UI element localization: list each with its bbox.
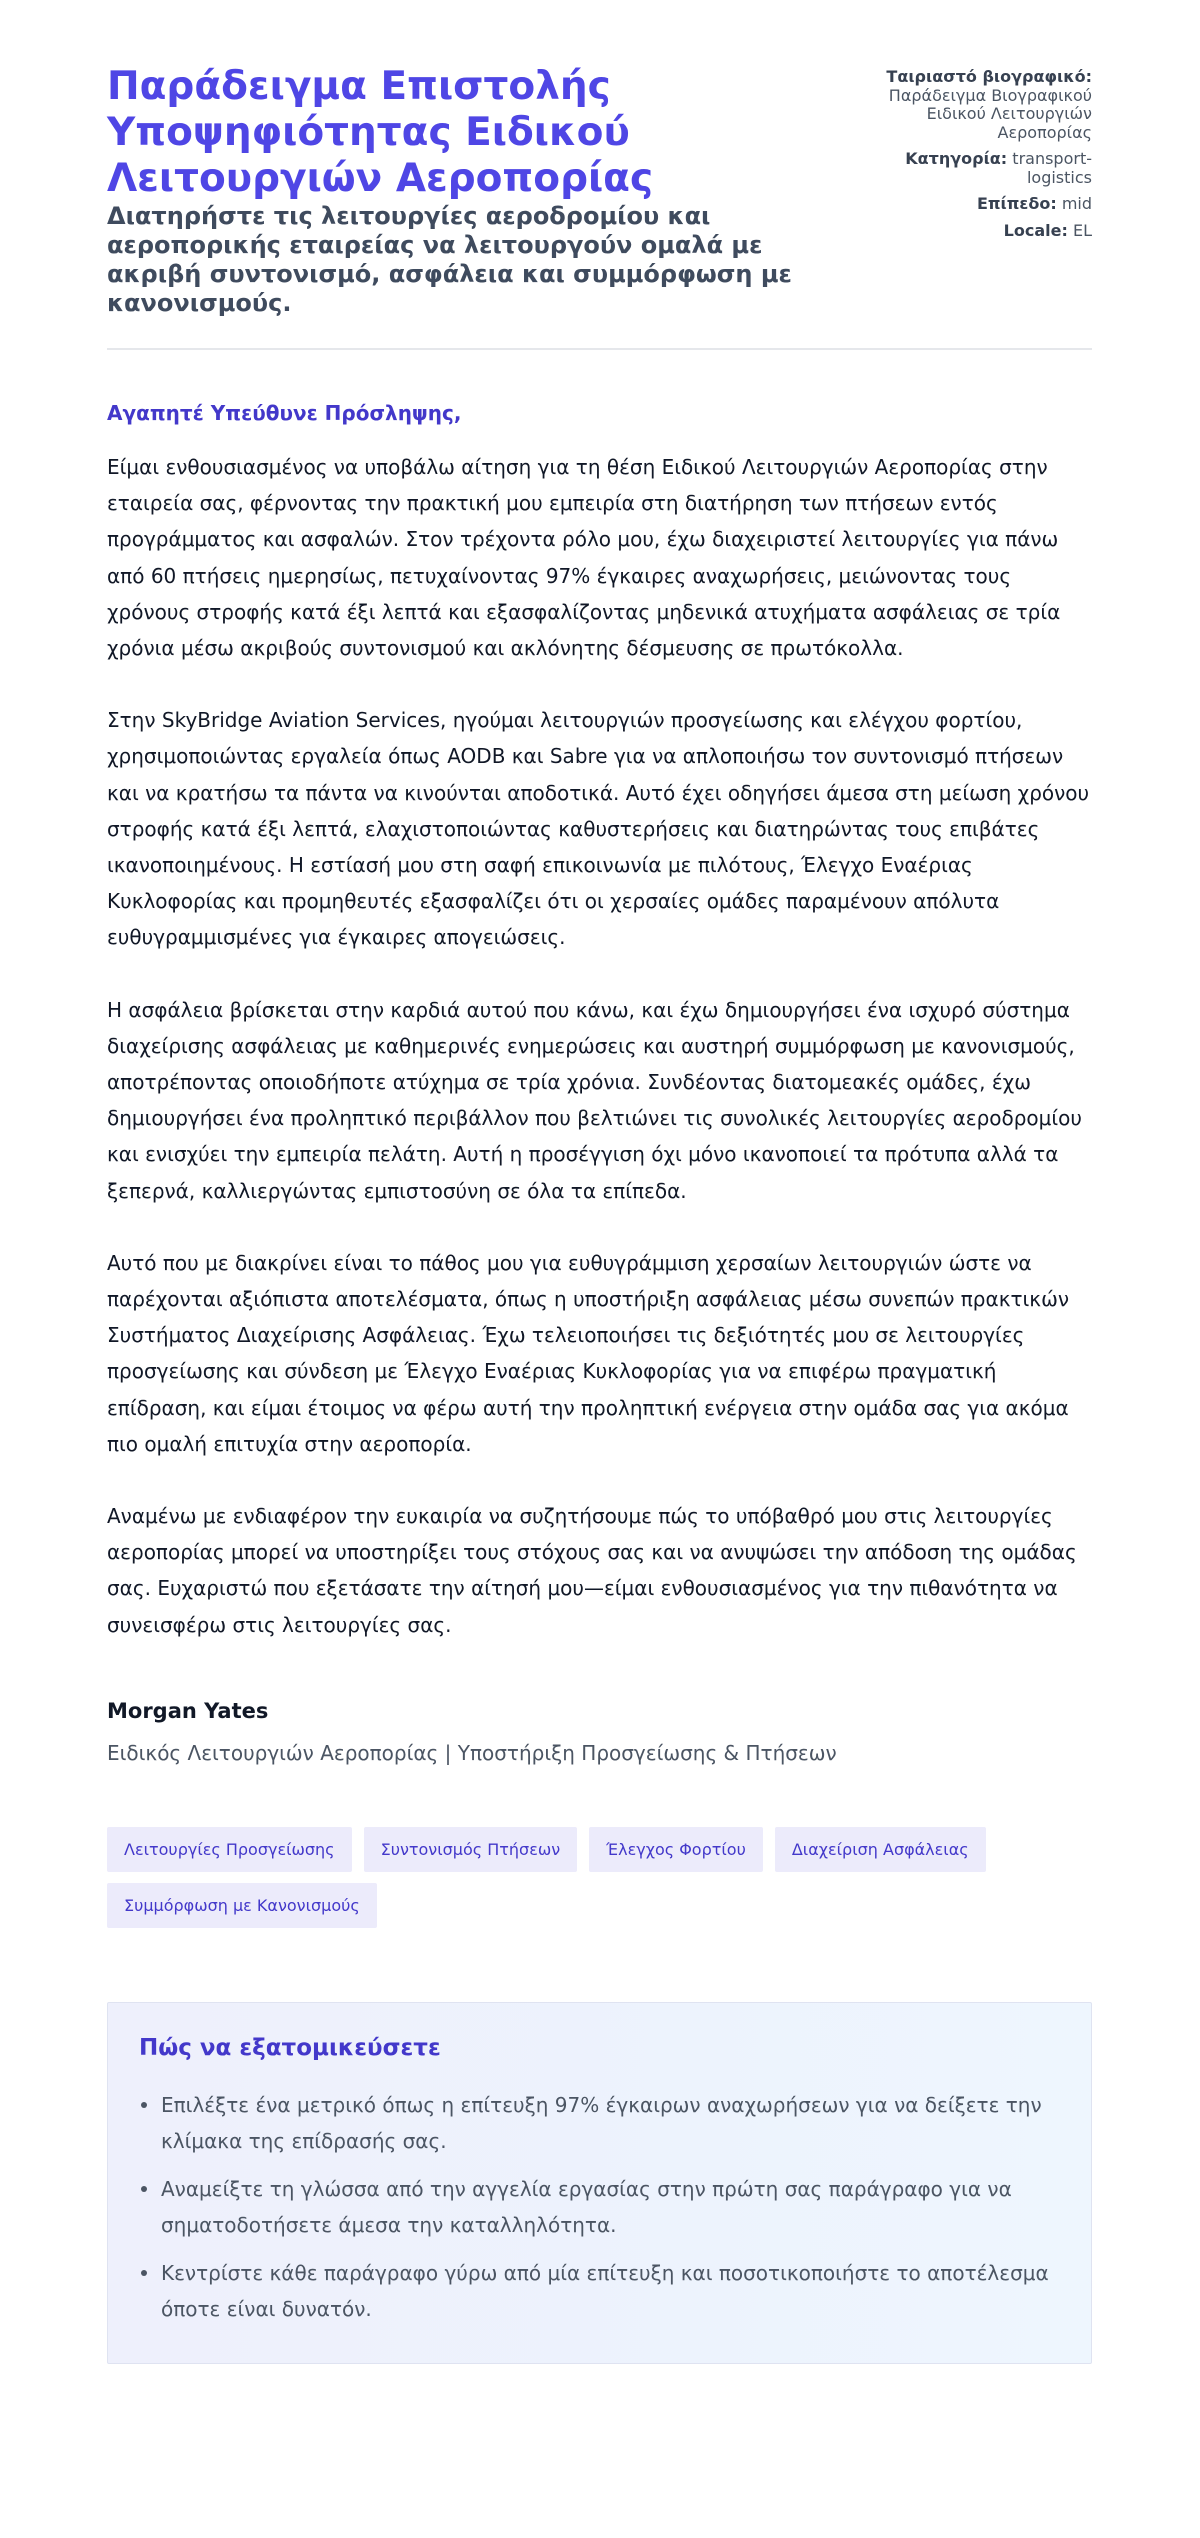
paragraph-1: Είμαι ενθουσιασμένος να υποβάλω αίτηση για τη θέση Ειδικού Λειτουργιών Αεροπορίας στην εταιρεία σας, φέρνοντας την πρακτική μου εμπειρία στη διατήρηση των πτήσεων εντός προγράμματος και ασφαλών. Στον τρέχοντα ρόλο μου, έχω διαχειριστεί λειτουργίες για πάνω από 60 πτήσεις ημερησίως, πετυχαίνοντας 97% έγκαιρες αναχωρήσεις, μειώνοντας τους χρόνους στροφής κατά έξι λεπτά και εξασφαλίζοντας μηδενικά ατυχήματα ασφάλειας σε τρία χρόνια μέσω ακριβούς συντονισμού και ακλόνητης δέσμευσης σε πρωτόκολλα. [107, 455, 1061, 661]
page-header [107, 60, 1092, 350]
meta-resume-label: Ταιριαστό βιογραφικό: [886, 67, 1092, 86]
meta-level [870, 195, 1092, 214]
meta-locale-label: Locale: [1003, 220, 1068, 240]
meta-category-label: Κατηγορία: [905, 149, 1008, 168]
paragraph-2: Στην SkyBridge Aviation Services, ηγούμαι λειτουργιών προσγείωσης και ελέγχου φορτίου, χρησιμοποιώντας εργαλεία όπως AODB και Sabre για να απλοποιήσω τον συντονισμό πτήσεων και να κρατήσω τα πάντα να κινούνται αποδοτικά. Αυτό έχει οδηγήσει άμεσα στη μείωση χρόνου στροφής κατά έξι λεπτά, ελαχιστοποιώντας καθυστερήσεις και διατηρώντας τους επιβάτες ικανοποιημένους. Η εστίασή μου στη σαφή επικοινωνία με πιλότους, Έλεγχο Εναέριας Κυκλοφορίας και προμηθευτές εξασφαλίζει ότι οι χερσαίες ομάδες παραμένουν απόλυτα ευθυγραμμισμένες για έγκαιρες απογειώσεις. [107, 708, 1090, 950]
customization-tips-list [139, 2087, 1060, 2327]
tag-ground-operations: Λειτουργίες Προσγείωσης [107, 1827, 352, 1872]
customization-tips-box [107, 2002, 1092, 2364]
page-title: Παράδειγμα Επιστολής Υποψηφιότητας Ειδικού Λειτουργιών Αεροπορίας [107, 64, 654, 201]
skill-tags [107, 1827, 1092, 1928]
letter-body [107, 399, 1092, 1643]
meta-category [870, 150, 1092, 187]
meta-resume-value: Παράδειγμα Βιογραφικού Ειδικού Λειτουργιών Αεροπορίας [888, 85, 1092, 142]
page-subtitle: Διατηρήστε τις λειτουργίες αεροδρομίου και αεροπορικής εταιρείας να λειτουργούν ομαλά με ακριβή συντονισμό, ασφάλεια και συμμόρφωση με κανονισμούς. [107, 202, 792, 317]
signature-name: Morgan Yates [107, 1698, 269, 1723]
header-titles [107, 60, 827, 318]
paragraph-3: Η ασφάλεια βρίσκεται στην καρδιά αυτού που κάνω, και έχω δημιουργήσει ένα ισχυρό σύστημα διαχείρισης ασφάλειας με καθημερινές ενημερώσεις και αυστηρή συμμόρφωση με κανονισμούς, αποτρέποντας οποιοδήποτε ατύχημα σε τρία χρόνια. Συνδέοντας διατομεακές ομάδες, έχω δημιουργήσει ένα προληπτικό περιβάλλον που βελτιώνει τις συνολικές λειτουργίες αεροδρομίου και ενισχύει την εμπειρία πελάτη. Αυτή η προσέγγιση όχι μόνο ικανοποιεί τα πρότυπα αλλά τα ξεπερνά, καλλιεργώντας εμπιστοσύνη σε όλα τα επίπεδα. [107, 997, 1082, 1203]
bullet-icon [141, 2270, 147, 2276]
meta-locale-value: EL [1072, 220, 1092, 240]
tip-item [139, 2171, 1060, 2243]
customization-title: Πώς να εξατομικεύσετε [139, 2034, 441, 2061]
salutation: Αγαπητέ Υπεύθυνε Πρόσληψης, [107, 401, 462, 425]
signature [107, 1697, 1092, 1767]
tip-item [139, 2087, 1060, 2159]
tag-flight-coordination: Συντονισμός Πτήσεων [364, 1827, 578, 1872]
meta-level-label: Επίπεδο: [976, 194, 1057, 213]
tip-text: Αναμείξτε τη γλώσσα από την αγγελία εργασίας στην πρώτη σας παράγραφο για να σηματοδοτήσετε άμεσα την καταλληλότητα. [161, 2176, 1012, 2237]
bullet-icon [141, 2186, 147, 2192]
tag-safety-management: Διαχείριση Ασφάλειας [775, 1827, 986, 1872]
meta-matching-resume [870, 68, 1092, 142]
meta-locale [870, 222, 1092, 241]
letter-paragraphs [107, 449, 1092, 1643]
tip-text: Επιλέξτε ένα μετρικό όπως η επίτευξη 97% έγκαιρων αναχωρήσεων για να δείξετε την κλίμακα της επίδρασής σας. [161, 2092, 1042, 2153]
meta-info [870, 68, 1092, 248]
paragraph-4: Αυτό που με διακρίνει είναι το πάθος μου για ευθυγράμμιση χερσαίων λειτουργιών ώστε να παρέχονται αξιόπιστα αποτελέσματα, όπως η υποστήριξη ασφάλειας μέσω συνεπών πρακτικών Συστήματος Διαχείρισης Ασφάλειας. Έχω τελειοποιήσει τις δεξιότητές μου σε λειτουργίες προσγείωσης και σύνδεση με Έλεγχο Εναέριας Κυκλοφορίας για να επιφέρω πραγματική επίδραση, και είμαι έτοιμος να φέρω αυτή την προληπτική ενέργεια στην ομάδα σας για ακόμα πιο ομαλή επιτυχία στην αεροπορία. [107, 1250, 1069, 1456]
meta-category-value: transport-logistics [1012, 149, 1092, 187]
tip-item [139, 2255, 1060, 2327]
meta-level-value: mid [1061, 194, 1092, 213]
tip-text: Κεντρίστε κάθε παράγραφο γύρω από μία επίτευξη και ποσοτικοποιήστε το αποτέλεσμα όποτε είναι δυνατόν. [161, 2260, 1049, 2321]
paragraph-5: Αναμένω με ενδιαφέρον την ευκαιρία να συζητήσουμε πώς το υπόβαθρό μου στις λειτουργίες αεροπορίας μπορεί να υποστηρίξει τους στόχους σας και να ανυψώσει την απόδοση της ομάδας σας. Ευχαριστώ που εξετάσατε την αίτησή μου—είμαι ενθουσιασμένος για την πιθανότητα να συνεισφέρω στις λειτουργίες σας. [107, 1504, 1077, 1637]
signature-title: Ειδικός Λειτουργιών Αεροπορίας | Υποστήριξη Προσγείωσης & Πτήσεων [107, 1740, 837, 1765]
tag-regulatory-compliance: Συμμόρφωση με Κανονισμούς [107, 1883, 377, 1928]
bullet-icon [141, 2102, 147, 2108]
tag-load-control: Έλεγχος Φορτίου [589, 1827, 763, 1872]
